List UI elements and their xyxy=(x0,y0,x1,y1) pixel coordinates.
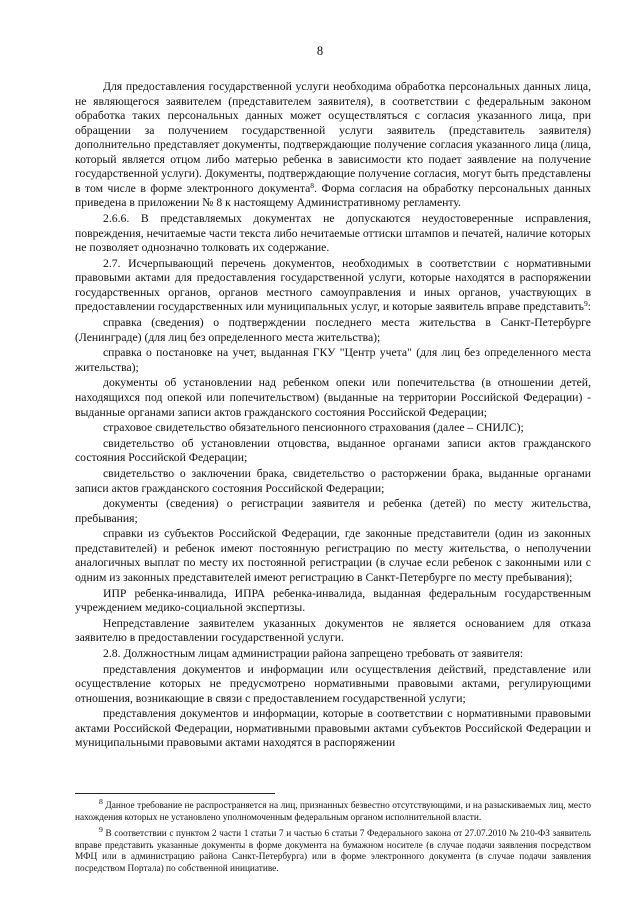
paragraph-consent: Для предоставления государственной услуги необходима обработка персональных данных лица, не являющегося заявителем (представителем заявителя), в соответствии с федеральным законом обработка таких персональных данных может осуществляться с согласия указанного лица, при обращении за получением государственной услуги заявитель (представитель заявителя) дополнительно представляет документы, подтверждающие получение согласия указанного лица (лица, который является отцом либо матерью ребенка в зависимости кто подает заявление на получение государственной услуги). Документы, подтверждающие получение согласия, могут быть представлены в том числе в форме электронного документа$^8$. Форма согласия на обработку персональных данных приведена в приложении № 8 к настоящему Административному регламенту. xyxy=(75,80,591,210)
list-item: справка о постановке на учет, выданная ГКУ "Центр учета" (для лиц без определенного места жительства); xyxy=(75,346,591,374)
footnote-8: $^8$ Данное требование не распространяется на лиц, признанных безвестно отсутствующими, и на разыскиваемых лиц, место нахождения которых не установлено уполномоченным федеральным органом исполнительной власти. xyxy=(75,797,591,823)
list-item: документы об установлении над ребенком опеки или попечительства (в отношении детей, находящихся под опекой или попечительством) (выданные на территории Российской Федерации) - выданные органами записи актов гражданского состояния Российской Федерации; xyxy=(75,376,591,419)
footnote-9: $^9$ В соответствии с пунктом 2 части 1 статьи 7 и частью 6 статьи 7 Федерального закона от 27.07.2010 № 210-ФЗ заявитель вправе представить указанные документы в форме документа на бумажном носителе (в случае подачи заявления посредством МФЦ или в администрацию района Санкт-Петербурга) или в форме электронного документа (в случае подачи заявления посредством Портала) по собственной инициативе. xyxy=(75,825,591,874)
paragraph-non-submission: Непредставление заявителем указанных документов не является основанием для отказа заявителю в предоставлении государственной услуги. xyxy=(75,616,591,645)
paragraph-2-7: 2.7. Исчерпывающий перечень документов, необходимых в соответствии с нормативными правовыми актами для предоставления государственной услуги, которые находятся в распоряжении государственных органов, органов местного самоуправления и иных органов, участвующих в предоставлении государственных или муниципальных услуг, и которые заявитель вправе представить$^9$: xyxy=(75,256,592,314)
page-number: 8 xyxy=(316,44,324,58)
list-item: свидетельство о заключении брака, свидетельство о расторжении брака, выданные органами записи актов гражданского состояния Российской Федерации; xyxy=(75,466,591,495)
footnote-ref-9: 9 xyxy=(584,299,588,309)
list-item: справка (сведения) о подтверждении последнего места жительства в Санкт-Петербурге (Ленинграде) (для лиц без определенного места жительства); xyxy=(75,316,591,344)
paragraph-2-8: 2.8. Должностным лицам администрации района запрещено требовать от заявителя: xyxy=(103,647,524,660)
footnote-separator xyxy=(75,793,275,794)
paragraph-2-6-6: 2.6.6. В представляемых документах не допускаются неудостоверенные исправления, повреждения, нечитаемые части текста либо нечитаемые оттиски штампов и печатей, наличие которых не позволяет однозначно толковать их содержание. xyxy=(75,212,591,255)
list-item: страховое свидетельство обязательного пенсионного страхования (далее – СНИЛС); xyxy=(103,421,524,435)
list-item: документы (сведения) о регистрации заявителя и ребенка (детей) по месту жительства, пребывания; xyxy=(75,497,591,525)
list-item: представления документов и информации или осуществления действий, представление или осуществление которых не предусмотрено нормативными правовыми актами, регулирующими отношения, возникающие в связи с предоставлением государственной услуги; xyxy=(75,662,591,705)
footnote-ref-8: 8 xyxy=(310,180,315,190)
list-item: справки из субъектов Российской Федерации, где законные представители (один из законных представителей) и ребенок имеют постоянную регистрацию по месту жительства, о неполучении аналогичных выплат по месту их постоянной регистрации (в случае если ребенок с законными или с одним из законных представителей имеют регистрацию в Санкт-Петербурге по месту пребывания); xyxy=(75,527,591,584)
document-body xyxy=(75,80,591,752)
list-item: свидетельство об установлении отцовства, выданное органами записи актов гражданского состояния Российской Федерации; xyxy=(75,436,591,465)
footnotes xyxy=(75,796,591,875)
list-item: представления документов и информации, которые в соответствии с нормативными правовыми актами Российской Федерации, нормативными правовыми актами субъектов Российской Федерации и муниципальными правовыми актами находятся в распоряжении xyxy=(75,707,591,750)
list-item: ИПР ребенка-инвалида, ИПРА ребенка-инвалида, выданная федеральным государственным учреждением медико-социальной экспертизы. xyxy=(75,586,591,615)
